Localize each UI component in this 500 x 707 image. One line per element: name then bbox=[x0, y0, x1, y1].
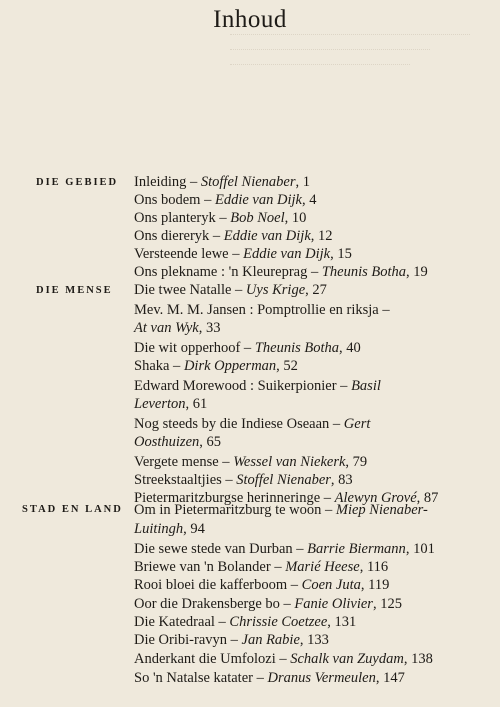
toc-entry[interactable] bbox=[134, 559, 388, 576]
entry-title: Ons bodem – bbox=[134, 192, 215, 208]
entry-title: Rooi bloei die kafferboom – bbox=[134, 577, 302, 593]
toc-entry[interactable] bbox=[134, 577, 389, 594]
entry-author: Leverton bbox=[134, 396, 186, 412]
toc-entry[interactable] bbox=[134, 541, 435, 558]
entry-page: , 138 bbox=[403, 651, 433, 667]
entry-page: , 133 bbox=[299, 632, 329, 648]
entry-page: , 12 bbox=[310, 228, 333, 244]
entry-title: Die sewe stede van Durban – bbox=[134, 541, 308, 557]
entry-title: Vergete mense – bbox=[134, 454, 234, 470]
entry-page: , 40 bbox=[339, 340, 361, 356]
entry-author: At van Wyk bbox=[134, 320, 199, 336]
toc-entry[interactable] bbox=[134, 246, 352, 263]
toc-entry[interactable] bbox=[134, 632, 329, 649]
toc-entry[interactable] bbox=[134, 472, 353, 489]
toc-entry[interactable] bbox=[134, 614, 356, 631]
entry-author: Stoffel Nienaber bbox=[236, 472, 331, 488]
toc-entry[interactable] bbox=[134, 210, 306, 227]
entry-author: Gert bbox=[343, 416, 371, 432]
entry-page: , 119 bbox=[360, 577, 390, 593]
toc-entry[interactable] bbox=[134, 670, 405, 687]
entry-author: Chrissie Coetzee bbox=[229, 614, 328, 630]
entry-author: Alewyn Grové bbox=[334, 490, 417, 506]
entry-title: Pietermaritzburgse herinneringe – bbox=[134, 490, 335, 506]
entry-title: Die wit opperhoof – bbox=[134, 340, 255, 356]
section-label-die-mense: DIE MENSE bbox=[36, 285, 113, 296]
toc-entry-continued[interactable] bbox=[134, 521, 205, 538]
toc-entry[interactable] bbox=[134, 502, 428, 519]
entry-author: Eddie van Dijk bbox=[214, 192, 302, 208]
entry-author: Stoffel Nienaber bbox=[200, 174, 296, 190]
toc-entry[interactable] bbox=[134, 174, 310, 191]
entry-title: Mev. M. M. Jansen : Pomptrollie en riksja – bbox=[134, 302, 390, 318]
toc-entry[interactable] bbox=[134, 651, 433, 668]
entry-title: Versteende lewe – bbox=[134, 246, 244, 262]
entry-page: , 4 bbox=[301, 192, 317, 208]
section-label-stad-en-land: STAD EN LAND bbox=[22, 504, 123, 515]
page-title: Inhoud bbox=[213, 6, 287, 33]
entry-author: Eddie van Dijk bbox=[223, 228, 311, 244]
entry-title: Edward Morewood : Suikerpionier – bbox=[134, 378, 352, 394]
entry-author: Uys Krige bbox=[245, 282, 306, 298]
toc-entry[interactable] bbox=[134, 282, 327, 299]
entry-title: Oor die Drakensberge bo – bbox=[134, 596, 295, 612]
entry-title: Streekstaaltjies – bbox=[134, 472, 237, 488]
toc-entry[interactable] bbox=[134, 596, 402, 613]
entry-page: , 33 bbox=[198, 320, 221, 336]
entry-page: , 147 bbox=[375, 670, 405, 686]
entry-author: Theunis Botha bbox=[321, 264, 407, 280]
entry-title: Die twee Natalle – bbox=[134, 282, 246, 298]
toc-entry[interactable] bbox=[134, 192, 316, 209]
toc-entry[interactable] bbox=[134, 454, 367, 471]
entry-page: , 27 bbox=[305, 282, 327, 298]
toc-entry[interactable] bbox=[134, 416, 370, 433]
entry-page: , 101 bbox=[405, 541, 435, 557]
entry-page: , 65 bbox=[199, 434, 221, 450]
section-label-die-gebied: DIE GEBIED bbox=[36, 177, 119, 188]
toc-entry-continued[interactable] bbox=[134, 396, 207, 413]
entry-author: Fanie Olivier bbox=[294, 596, 373, 612]
entry-page: , 83 bbox=[330, 472, 353, 488]
toc-entry[interactable] bbox=[134, 358, 298, 375]
entry-author: Luitingh bbox=[134, 521, 184, 537]
entry-page: , 19 bbox=[406, 264, 428, 280]
entry-author: Dirk Opperman bbox=[183, 358, 277, 374]
entry-page: , 125 bbox=[372, 596, 402, 612]
entry-title: Ons diereryk – bbox=[134, 228, 224, 244]
entry-author: Miep Nienaber- bbox=[335, 502, 428, 518]
toc-entry-continued[interactable] bbox=[134, 434, 221, 451]
entry-title: Briewe van 'n Bolander – bbox=[134, 559, 286, 575]
toc-entry[interactable] bbox=[134, 378, 381, 395]
entry-title: Nog steeds by die Indiese Oseaan – bbox=[134, 416, 344, 432]
toc-entry-continued[interactable] bbox=[134, 320, 220, 337]
entry-page: , 87 bbox=[416, 490, 439, 506]
entry-author: Marié Heese bbox=[285, 559, 360, 575]
entry-author: Coen Juta bbox=[301, 577, 361, 593]
entry-page: , 61 bbox=[185, 396, 208, 412]
entry-author: Basil bbox=[351, 378, 381, 394]
entry-page: , 116 bbox=[359, 559, 389, 575]
entry-author: Theunis Botha bbox=[254, 340, 339, 356]
entry-author: Bob Noel bbox=[230, 210, 285, 226]
entry-page: , 94 bbox=[183, 521, 205, 537]
entry-title: Inleiding – bbox=[134, 174, 201, 190]
entry-page: , 15 bbox=[330, 246, 352, 262]
entry-author: Dranus Vermeulen bbox=[267, 670, 376, 686]
entry-title: Die Katedraal – bbox=[134, 614, 230, 630]
toc-entry[interactable] bbox=[134, 228, 333, 245]
entry-author: Jan Rabie bbox=[241, 632, 300, 648]
entry-author: Oosthuizen bbox=[134, 434, 200, 450]
entry-author: Wessel van Niekerk bbox=[233, 454, 346, 470]
entry-title: So 'n Natalse katater – bbox=[134, 670, 268, 686]
entry-title: Ons plekname : 'n Kleureprag – bbox=[134, 264, 322, 280]
entry-title: Shaka – bbox=[134, 358, 184, 374]
entry-title: Anderkant die Umfolozi – bbox=[134, 651, 291, 667]
entry-page: , 1 bbox=[295, 174, 310, 190]
toc-entry[interactable] bbox=[134, 340, 361, 357]
entry-page: , 10 bbox=[284, 210, 307, 226]
entry-author: Barrie Biermann bbox=[307, 541, 406, 557]
entry-author: Eddie van Dijk bbox=[243, 246, 331, 262]
toc-entry[interactable] bbox=[134, 302, 390, 319]
entry-page: , 52 bbox=[276, 358, 298, 374]
entry-page: , 79 bbox=[345, 454, 368, 470]
toc-entry[interactable] bbox=[134, 264, 428, 281]
entry-title: Ons planteryk – bbox=[134, 210, 231, 226]
entry-page: , 131 bbox=[327, 614, 357, 630]
entry-author: Schalk van Zuydam bbox=[290, 651, 404, 667]
entry-title: Om in Pietermaritzburg te woon – bbox=[134, 502, 336, 518]
entry-title: Die Oribi-ravyn – bbox=[134, 632, 242, 648]
